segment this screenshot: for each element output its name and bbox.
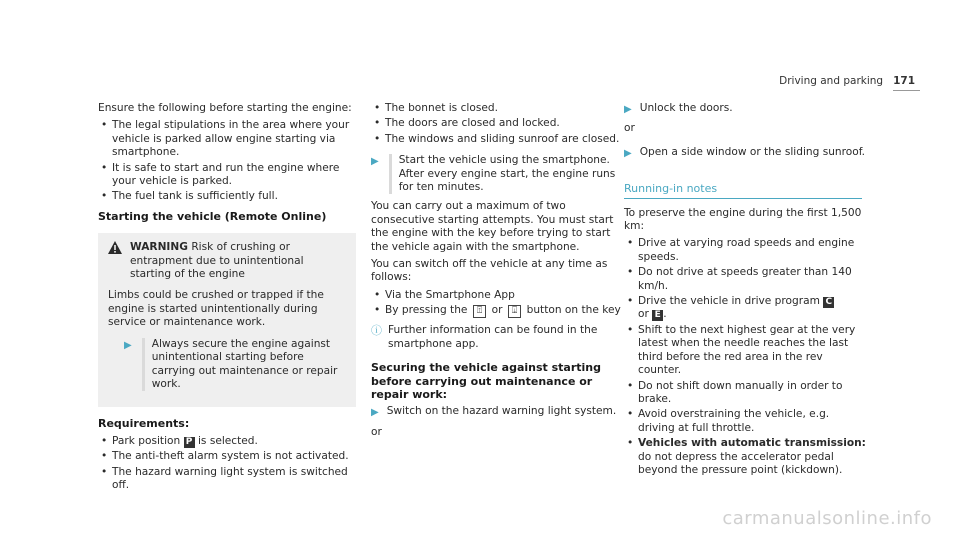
requirements-heading: Requirements: bbox=[98, 417, 190, 431]
column-1 bbox=[98, 102, 356, 498]
running-in-list bbox=[624, 237, 869, 477]
warning-text: WARNING Risk of crushing or entrapment due to unintentional starting of the engine bbox=[130, 241, 304, 281]
or-text: or bbox=[371, 425, 382, 438]
section-heading: Running-in notes bbox=[624, 182, 718, 196]
step-arrow-icon: ▶ bbox=[124, 339, 132, 351]
step-arrow-icon: ▶ bbox=[624, 147, 632, 159]
list-item: • Park position P is selected. bbox=[98, 435, 356, 448]
warning-icon bbox=[108, 241, 122, 254]
drive-program-e-icon: E bbox=[652, 310, 663, 321]
list-item: • The hazard warning light system is switched off. bbox=[98, 466, 356, 493]
info-note: ⓘ Further information can be found in the smartphone app. bbox=[371, 324, 598, 350]
condition-list bbox=[371, 102, 621, 146]
warning-step: ▶ Always secure the engine against unintentional starting before carrying out maintenance or repair work. bbox=[124, 338, 346, 392]
list-item: • Shift to the next highest gear at the very latest when the needle reaches the last third before the red area in the rev counter. bbox=[624, 324, 869, 378]
park-position-icon: P bbox=[184, 437, 195, 448]
page-header bbox=[779, 75, 915, 88]
list-item: • Drive at varying road speeds and engine speeds. bbox=[624, 237, 869, 264]
watermark: carmanualsonline.info bbox=[722, 507, 932, 529]
list-item: • The doors are closed and locked. bbox=[371, 117, 621, 130]
warning-label: WARNING bbox=[130, 241, 188, 254]
warning-box bbox=[98, 233, 356, 407]
section-heading: Starting the vehicle (Remote Online) bbox=[98, 209, 327, 223]
section-heading: Securing the vehicle against starting before carrying out maintenance or repair work: bbox=[371, 361, 602, 401]
switch-off-list bbox=[371, 289, 621, 318]
unlock-key-icon: ⍗ bbox=[508, 305, 521, 318]
list-item: • Avoid overstraining the vehicle, e.g. driving at full throttle. bbox=[624, 408, 869, 435]
list-item: • Do not shift down manually in order to brake. bbox=[624, 380, 869, 407]
intro-text: To preserve the engine during the first 1,500 km: bbox=[624, 206, 862, 233]
list-item: • The legal stipulations in the area where your vehicle is parked allow engine starting via smartphone. bbox=[98, 119, 356, 159]
precondition-list bbox=[98, 119, 356, 203]
list-item: • By pressing the ⍐ or ⍗ button on the key bbox=[371, 304, 621, 318]
list-item: • The bonnet is closed. bbox=[371, 102, 621, 115]
list-item: • Via the Smartphone App bbox=[371, 289, 621, 302]
requirements-list bbox=[98, 435, 356, 493]
instruction-step: ▶ Switch on the hazard warning light system. bbox=[371, 405, 617, 419]
list-item: • Drive the vehicle in drive program C or E . bbox=[624, 295, 869, 322]
list-item: • The anti-theft alarm system is not activated. bbox=[98, 450, 356, 463]
section-underline bbox=[624, 198, 862, 199]
warning-body: Limbs could be crushed or trapped if the engine is started unintentionally during service or maintenance work. bbox=[108, 289, 324, 329]
column-2 bbox=[371, 102, 621, 443]
step-arrow-icon: ▶ bbox=[371, 407, 379, 419]
instruction-step: ▶ Unlock the doors. bbox=[624, 102, 733, 115]
page-number: 171 bbox=[893, 75, 915, 87]
instruction-step: ▶ Start the vehicle using the smartphone. After every engine start, the engine runs for ten minutes. bbox=[371, 154, 621, 194]
list-item: • Do not drive at speeds greater than 140 km/h. bbox=[624, 266, 869, 293]
section-title: Driving and parking bbox=[779, 75, 884, 87]
paragraph: You can switch off the vehicle at any time as follows: bbox=[371, 258, 608, 284]
step-arrow-icon: ▶ bbox=[371, 156, 379, 168]
list-item: • It is safe to start and run the engine where your vehicle is parked. bbox=[98, 162, 356, 189]
list-item: • Vehicles with automatic transmission: do not depress the accelerator pedal beyond the pressure point (kickdown). bbox=[624, 437, 869, 477]
or-text: or bbox=[624, 122, 635, 135]
intro-text: Ensure the following before starting the engine: bbox=[98, 102, 352, 114]
list-item: • The fuel tank is sufficiently full. bbox=[98, 190, 356, 203]
header-underline bbox=[893, 90, 920, 91]
instruction-step: ▶ Open a side window or the sliding sunroof. bbox=[624, 145, 866, 159]
info-icon: ⓘ bbox=[371, 324, 382, 338]
column-3 bbox=[624, 102, 869, 483]
step-arrow-icon: ▶ bbox=[624, 104, 632, 115]
lock-key-icon: ⍐ bbox=[473, 305, 486, 318]
paragraph: You can carry out a maximum of two consecutive starting attempts. You must start the engine with the key before trying to start the vehicle again with the smartphone. bbox=[371, 200, 614, 253]
drive-program-c-icon: C bbox=[823, 297, 834, 308]
list-item: • The windows and sliding sunroof are closed. bbox=[371, 133, 621, 146]
warning-header bbox=[108, 241, 346, 281]
